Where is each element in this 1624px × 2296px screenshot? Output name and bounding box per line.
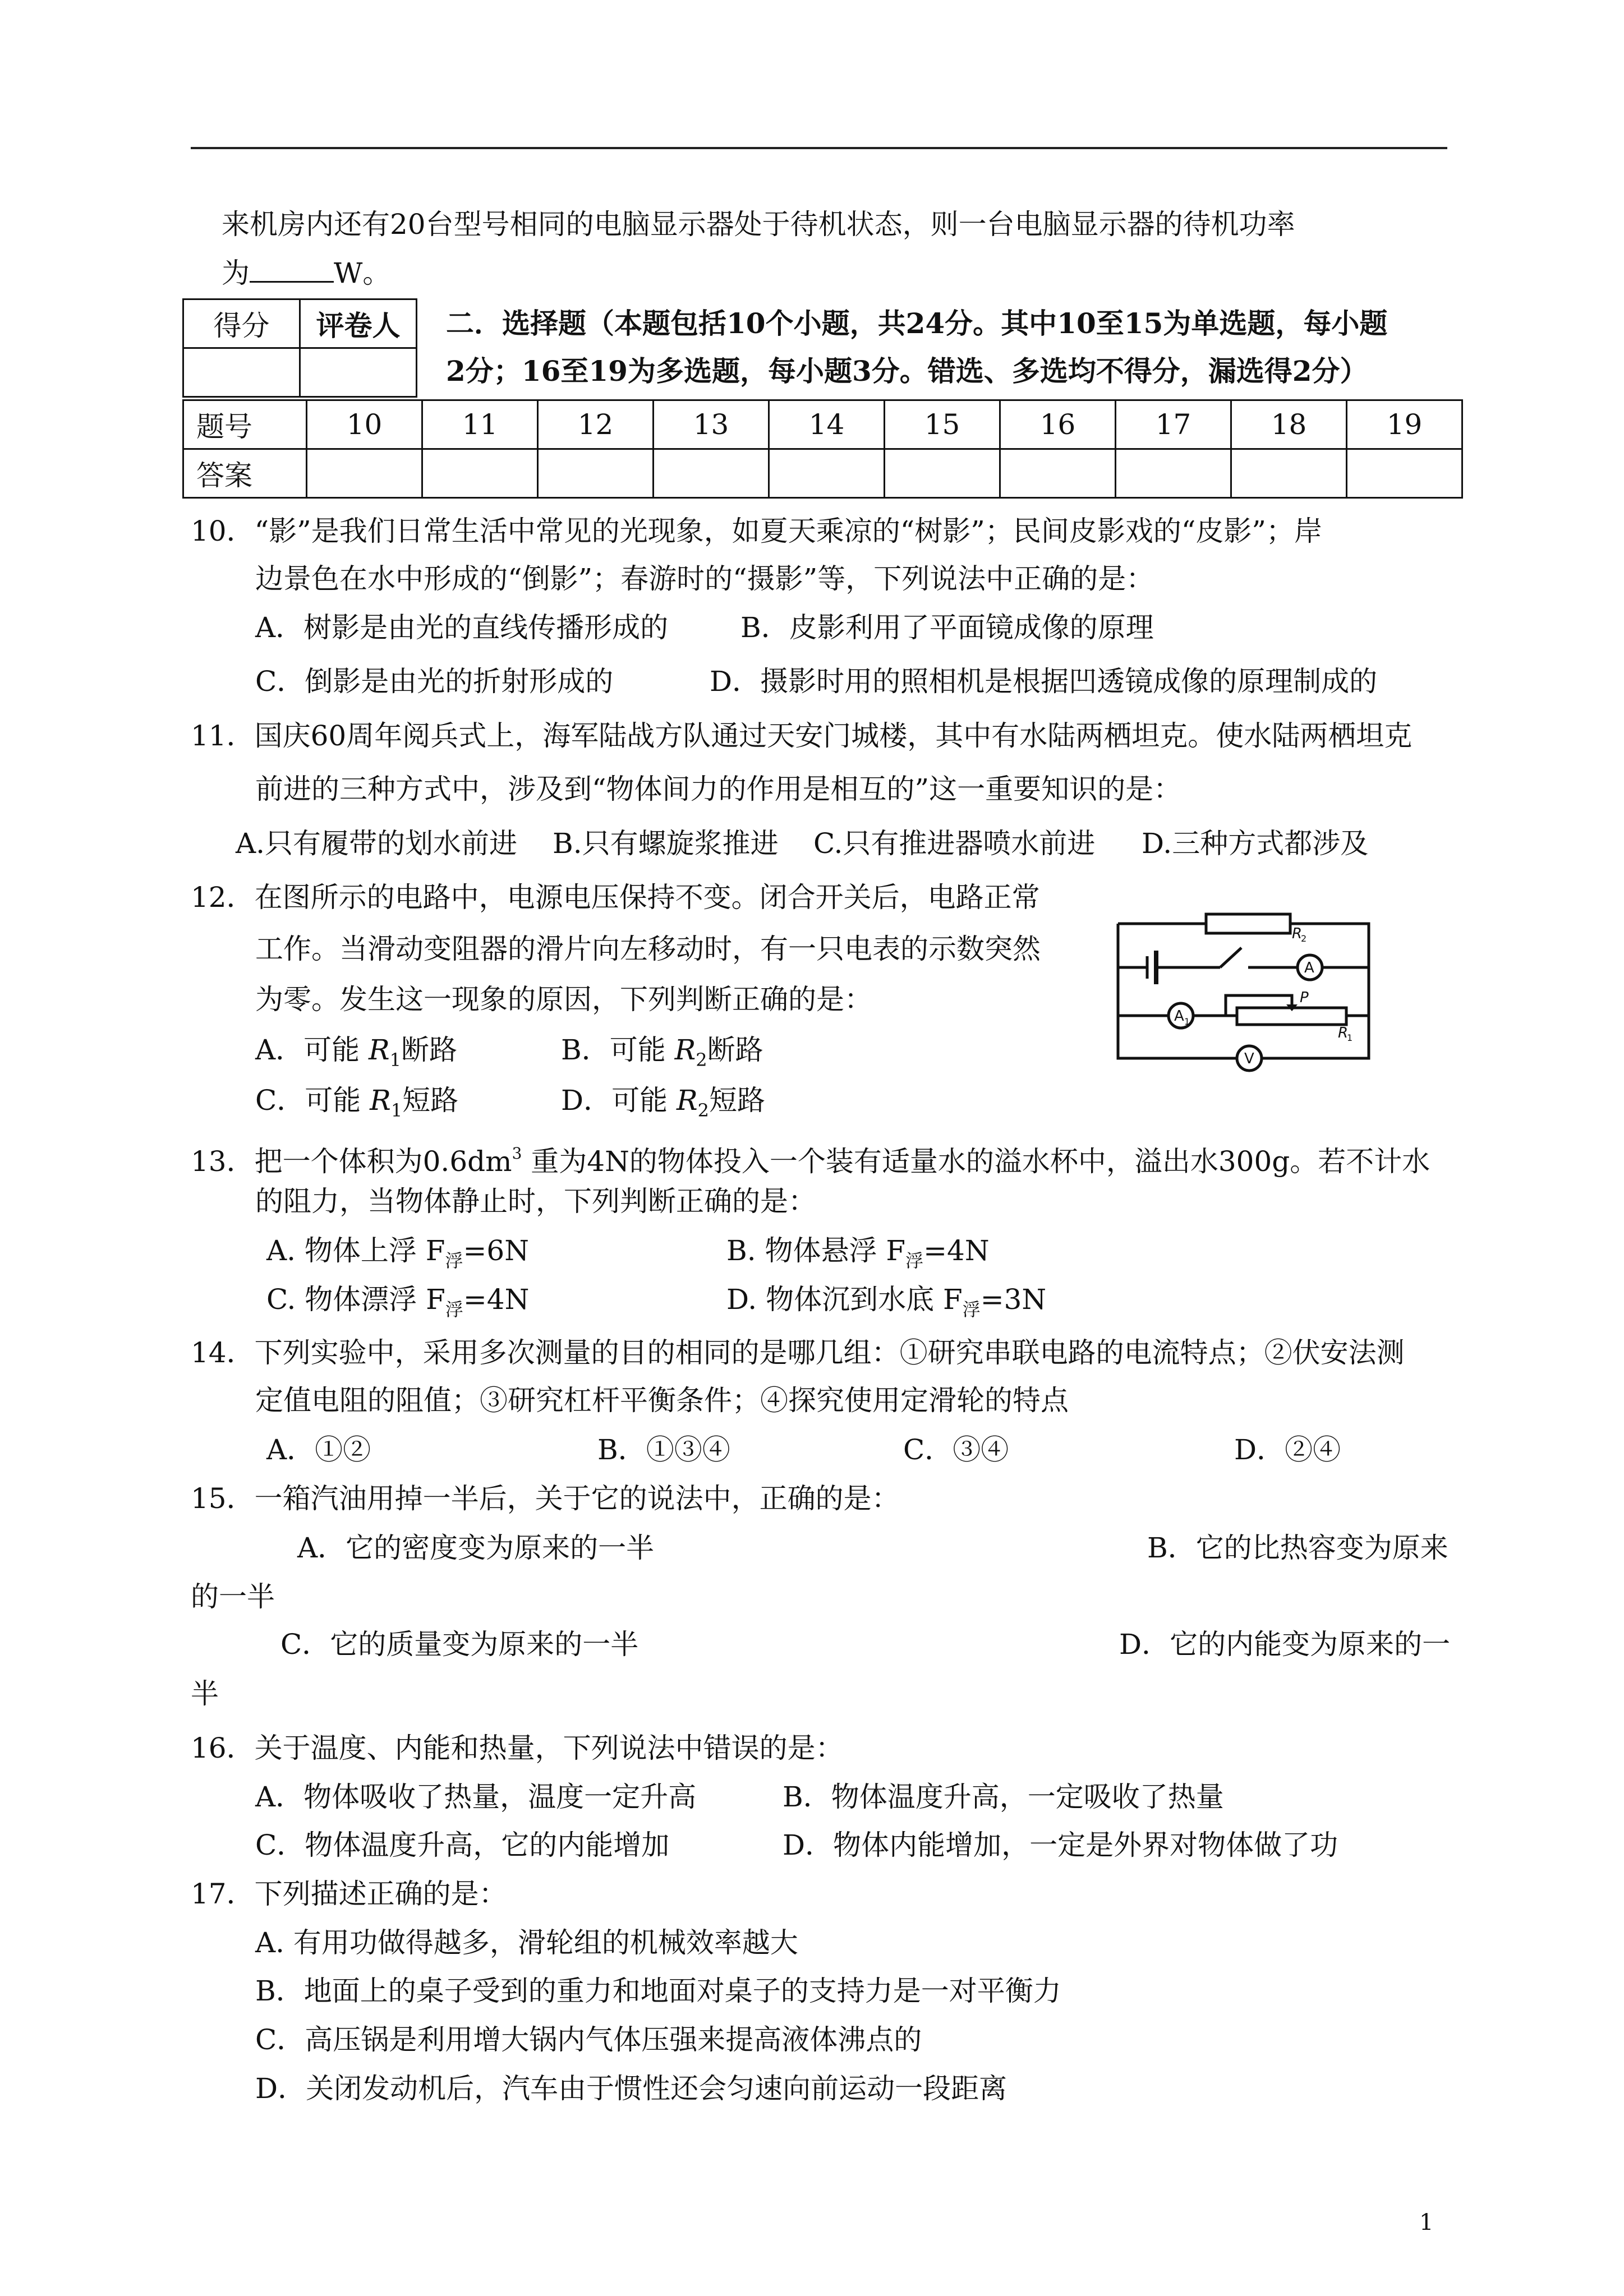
question-number: 12 [538, 400, 654, 449]
circuit-diagram [1108, 895, 1377, 1102]
svg-text:R: R [1292, 925, 1303, 942]
answer-cell[interactable] [654, 449, 769, 498]
q16-option-d: D．物体内能增加，一定是外界对物体做了功 [783, 1829, 1338, 1861]
question-number-row [183, 400, 1462, 449]
q13-option-c: C. 物体漂浮 $F_浮=4N$ [266, 1283, 530, 1320]
prev-question-continuation: 来机房内还有20台型号相同的电脑显示器处于待机状态，则一台电脑显示器的待机功率 [222, 208, 1295, 241]
q11-option-b: B.只有螺旋浆推进 [553, 827, 779, 860]
score-box [182, 298, 417, 398]
wire [1193, 995, 1292, 1016]
question-number: 10 [307, 400, 422, 449]
svg-text:A: A [1174, 1008, 1184, 1025]
prev-question-blank-line: 为 W。 [222, 257, 391, 289]
answer-cell[interactable] [1116, 449, 1231, 498]
q14-option-b: B．①③④ [597, 1433, 730, 1466]
answer-cell[interactable] [307, 449, 422, 498]
q12-stem: 12．在图所示的电路中，电源电压保持不变。闭合开关后，电路正常 [191, 881, 1040, 914]
q16-option-a: A．物体吸收了热量，温度一定升高 [255, 1781, 697, 1813]
q13-stem: 13．把一个体积为$0.6dm^3$ 重为4N的物体投入一个装有适量水的溢水杯中，溢出水300g。若不计水 [191, 1144, 1430, 1178]
q13-option-a: A. 物体上浮 $F_浮=6N$ [266, 1234, 529, 1271]
answer-blank[interactable] [250, 256, 334, 283]
answer-cell[interactable] [1000, 449, 1116, 498]
q10-option-a: A．树影是由光的直线传播形成的 [255, 611, 669, 644]
wire [1118, 924, 1237, 1058]
question-number: 19 [1347, 400, 1462, 449]
q15-option-a: A．它的密度变为原来的一半 [297, 1532, 655, 1564]
switch-blade [1220, 948, 1241, 967]
question-number: 17 [1116, 400, 1231, 449]
header-rule [191, 147, 1447, 149]
svg-text:1: 1 [1184, 1016, 1190, 1027]
q10-option-b: B．皮影利用了平面镜成像的原理 [740, 611, 1154, 644]
answer-cell[interactable] [422, 449, 538, 498]
q13-option-b: B. 物体悬浮 $F_浮=4N$ [726, 1234, 990, 1271]
q14-option-c: C．③④ [903, 1433, 1009, 1466]
q12-option-d: D．可能 $R_2$短路 [561, 1084, 765, 1121]
q10-stem: 10．“影”是我们日常生活中常见的光现象，如夏天乘凉的“树影”；民间皮影戏的“皮影”；岸 [191, 515, 1322, 547]
answer-cell[interactable] [885, 449, 1000, 498]
svg-text:1: 1 [1347, 1032, 1353, 1043]
q16-option-b: B．物体温度升高，一定吸收了热量 [783, 1781, 1224, 1813]
q11-option-a: A.只有履带的划水前进 [236, 827, 518, 860]
answer-cell[interactable] [538, 449, 654, 498]
answer-cell[interactable] [1231, 449, 1347, 498]
q17-option-d: D．关闭发动机后，汽车由于惯性还会匀速向前运动一段距离 [255, 2072, 1007, 2105]
q14-option-a: A．①② [266, 1433, 371, 1466]
q11-option-d: D.三种方式都涉及 [1142, 827, 1369, 860]
q12-stem-cont: 工作。当滑动变阻器的滑片向左移动时，有一只电表的示数突然 [255, 933, 1041, 965]
q10-option-c: C．倒影是由光的折射形成的 [255, 665, 614, 698]
grader-label: 评卷人 [300, 299, 417, 348]
q16-option-c: C．物体温度升高，它的内能增加 [255, 1829, 670, 1861]
page-number: 1 [1419, 2210, 1434, 2235]
answer-row [183, 449, 1462, 498]
q13-stem-cont: 的阻力，当物体静止时，下列判断正确的是： [255, 1185, 816, 1218]
score-label: 得分 [183, 299, 300, 348]
answer-table [182, 399, 1463, 499]
q16-stem: 16．关于温度、内能和热量，下列说法中错误的是： [191, 1732, 844, 1764]
q12-option-c: C．可能 $R_1$短路 [255, 1084, 459, 1121]
svg-text:P: P [1300, 989, 1309, 1006]
q10-stem-cont: 边景色在水中形成的“倒影”；春游时的“摄影”等，下列说法中正确的是： [255, 563, 1154, 595]
resistor-r2 [1206, 914, 1290, 933]
q12-option-a: A．可能 $R_1$断路 [255, 1034, 458, 1071]
question-number: 18 [1231, 400, 1347, 449]
q15-option-d-wrap: 半 [191, 1677, 219, 1710]
q12-stem-cont: 为零。发生这一现象的原因，下列判断正确的是： [255, 983, 872, 1016]
q14-stem: 14．下列实验中，采用多次测量的目的相同的是哪几组：①研究串联电路的电流特点；②伏安法测 [191, 1336, 1405, 1369]
question-number: 15 [885, 400, 1000, 449]
q17-stem: 17．下列描述正确的是： [191, 1878, 507, 1910]
q14-option-d: D．②④ [1234, 1433, 1341, 1466]
question-number: 13 [654, 400, 769, 449]
answer-cell[interactable] [769, 449, 885, 498]
section-title-cont: 2分；16至19为多选题，每小题3分。错选、多选均不得分，漏选得2分） [446, 354, 1368, 388]
row-label-answer: 答案 [183, 449, 307, 498]
q15-option-c: C．它的质量变为原来的一半 [280, 1628, 639, 1661]
question-number: 16 [1000, 400, 1116, 449]
q15-stem: 15．一箱汽油用掉一半后，关于它的说法中，正确的是： [191, 1482, 900, 1515]
q17-option-a: A. 有用功做得越多，滑轮组的机械效率越大 [255, 1926, 798, 1959]
svg-text:R: R [1338, 1025, 1349, 1041]
q12-option-b: B．可能 $R_2$断路 [561, 1034, 763, 1071]
q17-option-b: B．地面上的桌子受到的重力和地面对桌子的支持力是一对平衡力 [255, 1975, 1061, 2007]
svg-text:V: V [1244, 1050, 1254, 1067]
svg-text:2: 2 [1301, 933, 1307, 944]
q11-option-c: C.只有推进器喷水前进 [813, 827, 1096, 860]
q15-option-b-wrap: 的一半 [191, 1580, 275, 1613]
question-number: 11 [422, 400, 538, 449]
q15-option-d: D．它的内能变为原来的一 [1119, 1628, 1451, 1661]
row-label-number: 题号 [183, 400, 307, 449]
question-number: 14 [769, 400, 885, 449]
grader-cell[interactable] [300, 348, 417, 397]
score-cell[interactable] [183, 348, 300, 397]
answer-cell[interactable] [1347, 449, 1462, 498]
q15-option-b: B．它的比热容变为原来 [1147, 1532, 1448, 1564]
q11-stem: 11．国庆60周年阅兵式上，海军陆战方队通过天安门城楼，其中有水陆两栖坦克。使水陆两栖坦克 [191, 720, 1413, 752]
section-title: 二．选择题（本题包括10个小题，共24分。其中10至15为单选题，每小题 [446, 307, 1388, 340]
q14-stem-cont: 定值电阻的阻值；③研究杠杆平衡条件；④探究使用定滑轮的特点 [255, 1384, 1069, 1417]
svg-text:A: A [1304, 960, 1314, 976]
q13-option-d: D. 物体沉到水底 $F_浮=3N$ [726, 1283, 1047, 1320]
q17-option-c: C．高压锅是利用增大锅内气体压强来提高液体沸点的 [255, 2023, 922, 2056]
q10-option-d: D．摄影时用的照相机是根据凹透镜成像的原理制成的 [710, 665, 1378, 698]
q11-stem-cont: 前进的三种方式中，涉及到“物体间力的作用是相互的”这一重要知识的是： [255, 773, 1182, 805]
